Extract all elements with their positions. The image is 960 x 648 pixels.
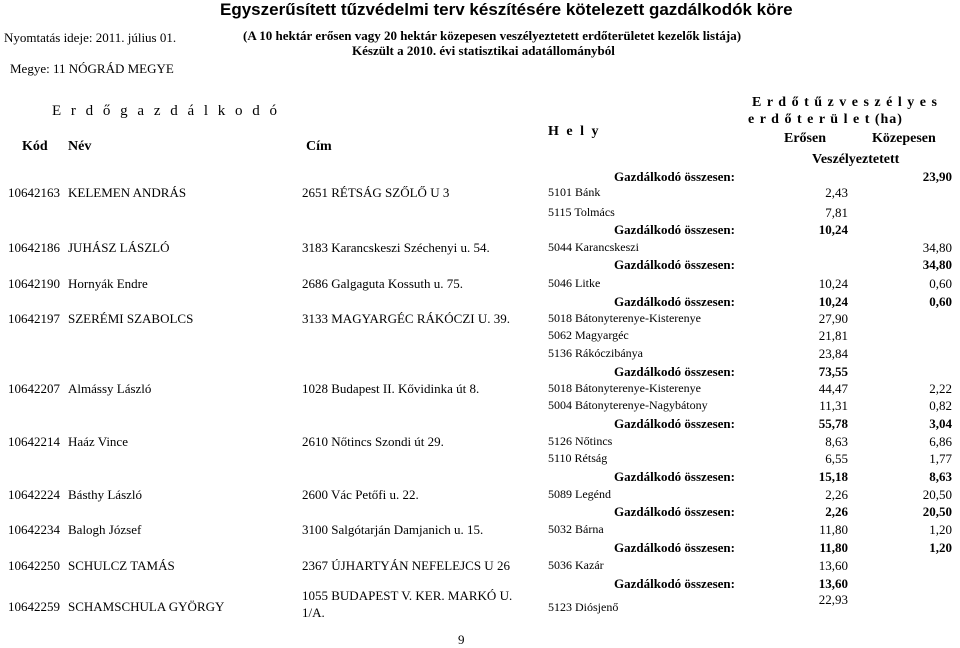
row-kod: 10642163 xyxy=(8,185,60,200)
print-date: Nyomtatás ideje: 2011. július 01. xyxy=(4,30,177,45)
column-hely: H e l y xyxy=(548,124,601,139)
row-nev: Haáz Vince xyxy=(68,434,128,449)
row-erosen: 2,26 xyxy=(825,487,848,502)
row-kod: 10642197 xyxy=(8,311,60,326)
column-kod: Kód xyxy=(22,139,48,154)
row-erosen: 10,24 xyxy=(818,276,848,291)
total-erosen: 2,26 xyxy=(825,504,848,519)
row-erosen: 11,31 xyxy=(819,398,848,413)
total-label: Gazdálkodó összesen: xyxy=(614,294,735,309)
column-veszelyeztetett: Veszélyeztetett xyxy=(812,152,900,167)
row-cim: 3133 MAGYARGÉC RÁKÓCZI U. 39. xyxy=(302,311,511,326)
row-cim: 3183 Karancskeszi Széchenyi u. 54. xyxy=(302,240,490,255)
row-cim: 2610 Nőtincs Szondi út 29. xyxy=(302,434,444,449)
county-label: Megye: 11 NÓGRÁD MEGYE xyxy=(10,61,174,76)
row-erosen: 8,63 xyxy=(825,434,848,449)
total-erosen: 11,80 xyxy=(819,540,848,555)
row-hely: 5046 Litke xyxy=(548,276,601,290)
row-kozepesen: 6,86 xyxy=(929,434,952,449)
row-hely: 5018 Bátonyterenye-Kisterenye xyxy=(548,381,701,395)
total-erosen: 73,55 xyxy=(818,364,848,379)
total-kozepesen: 20,50 xyxy=(922,504,952,519)
total-kozepesen: 23,90 xyxy=(922,169,952,184)
group-header-gazdalkodo: E r d ő g a z d á l k o d ó xyxy=(52,103,281,119)
total-erosen: 55,78 xyxy=(818,416,848,431)
row-hely: 5032 Bárna xyxy=(548,522,604,536)
row-cim-line1: 1055 BUDAPEST V. KER. MARKÓ U. xyxy=(302,588,513,603)
page-title: Egyszerűsített tűzvédelmi terv készítésére kötelezett gazdálkodók köre xyxy=(220,0,793,19)
column-cim: Cím xyxy=(306,139,332,154)
row-hely: 5110 Rétság xyxy=(548,451,608,465)
row-cim: 3100 Salgótarján Damjanich u. 15. xyxy=(302,522,484,537)
row-hely: 5044 Karancskeszi xyxy=(548,240,639,254)
total-erosen: 13,60 xyxy=(818,576,848,591)
total-kozepesen: 8,63 xyxy=(929,469,952,484)
column-erosen: Erősen xyxy=(784,131,826,146)
page-number: 9 xyxy=(458,632,465,647)
row-kozepesen: 1,20 xyxy=(929,522,952,537)
total-erosen: 10,24 xyxy=(818,294,848,309)
row-nev: Almássy László xyxy=(68,381,152,396)
row-nev: KELEMEN ANDRÁS xyxy=(68,185,187,200)
total-kozepesen: 3,04 xyxy=(929,416,952,431)
row-nev: Básthy László xyxy=(68,487,143,502)
row-nev: SCHULCZ TAMÁS xyxy=(68,558,175,573)
total-label: Gazdálkodó összesen: xyxy=(614,540,735,555)
total-label: Gazdálkodó összesen: xyxy=(614,257,735,272)
row-kozepesen: 20,50 xyxy=(922,487,952,502)
row-kod: 10642234 xyxy=(8,522,60,537)
row-hely: 5089 Legénd xyxy=(548,487,611,501)
row-nev: Balogh József xyxy=(68,522,142,537)
page-subtitle-2: Készült a 2010. évi statisztikai adatállományból xyxy=(352,43,615,58)
total-label: Gazdálkodó összesen: xyxy=(614,222,735,237)
total-kozepesen: 0,60 xyxy=(929,294,952,309)
total-erosen: 15,18 xyxy=(818,469,848,484)
row-nev: Hornyák Endre xyxy=(68,276,148,291)
total-kozepesen: 1,20 xyxy=(929,540,952,555)
row-kozepesen: 2,22 xyxy=(929,381,952,396)
group-header-veszelyes: E r d ő t ű z v e s z é l y e s xyxy=(752,95,938,110)
row-erosen: 44,47 xyxy=(818,381,848,396)
row-cim: 2686 Galgaguta Kossuth u. 75. xyxy=(302,276,464,291)
row-erosen: 2,43 xyxy=(825,185,848,200)
row-kozepesen: 0,60 xyxy=(929,276,952,291)
row-kod: 10642186 xyxy=(8,240,60,255)
total-label: Gazdálkodó összesen: xyxy=(614,576,735,591)
row-hely: 5004 Bátonyterenye-Nagybátony xyxy=(548,398,708,412)
row-hely: 5136 Rákóczibánya xyxy=(548,346,643,360)
row-kod: 10642259 xyxy=(8,599,60,614)
row-erosen: 11,80 xyxy=(819,522,848,537)
total-label: Gazdálkodó összesen: xyxy=(614,364,735,379)
row-erosen: 7,81 xyxy=(825,205,848,220)
row-erosen: 22,93 xyxy=(818,592,848,607)
row-cim: 2651 RÉTSÁG SZŐLŐ U 3 xyxy=(302,185,450,200)
row-cim: 1028 Budapest II. Kővidinka út 8. xyxy=(302,381,480,396)
row-erosen: 21,81 xyxy=(818,328,848,343)
row-kod: 10642224 xyxy=(8,487,60,502)
row-hely: 5062 Magyargéc xyxy=(548,328,629,342)
row-kod: 10642214 xyxy=(8,434,60,449)
row-hely: 5101 Bánk xyxy=(548,185,601,199)
row-kod: 10642207 xyxy=(8,381,60,396)
row-erosen: 13,60 xyxy=(818,558,848,573)
row-cim: 2367 ÚJHARTYÁN NEFELEJCS U 26 xyxy=(302,558,510,573)
total-label: Gazdálkodó összesen: xyxy=(614,504,735,519)
column-kozepesen: Közepesen xyxy=(872,131,936,146)
total-kozepesen: 34,80 xyxy=(922,257,952,272)
row-hely: 5036 Kazár xyxy=(548,558,604,572)
row-hely: 5126 Nőtincs xyxy=(548,434,613,448)
row-cim: 2600 Vác Petőfi u. 22. xyxy=(302,487,419,502)
page-subtitle: (A 10 hektár erősen vagy 20 hektár közepesen veszélyeztetett erdőterületet kezelők listája) xyxy=(243,28,742,43)
row-kod: 10642250 xyxy=(8,558,60,573)
row-erosen: 6,55 xyxy=(825,451,848,466)
row-hely: 5123 Diósjenő xyxy=(548,600,619,614)
row-nev: JUHÁSZ LÁSZLÓ xyxy=(68,240,170,255)
row-hely: 5018 Bátonyterenye-Kisterenye xyxy=(548,311,701,325)
row-nev: SZERÉMI SZABOLCS xyxy=(68,311,194,326)
total-erosen: 10,24 xyxy=(818,222,848,237)
row-kod: 10642190 xyxy=(8,276,60,291)
column-nev: Név xyxy=(68,139,92,154)
total-label: Gazdálkodó összesen: xyxy=(614,469,735,484)
row-kozepesen: 34,80 xyxy=(922,240,952,255)
row-kozepesen: 1,77 xyxy=(929,451,952,466)
row-kozepesen: 0,82 xyxy=(929,398,952,413)
row-nev: SCHAMSCHULA GYÖRGY xyxy=(68,599,225,614)
row-cim-line2: 1/A. xyxy=(302,605,325,620)
row-hely: 5115 Tolmács xyxy=(548,205,615,219)
row-erosen: 27,90 xyxy=(818,311,848,326)
total-label: Gazdálkodó összesen: xyxy=(614,169,735,184)
total-label: Gazdálkodó összesen: xyxy=(614,416,735,431)
group-header-terulet: e r d ő t e r ü l e t (ha) xyxy=(748,112,903,127)
row-erosen: 23,84 xyxy=(818,346,848,361)
